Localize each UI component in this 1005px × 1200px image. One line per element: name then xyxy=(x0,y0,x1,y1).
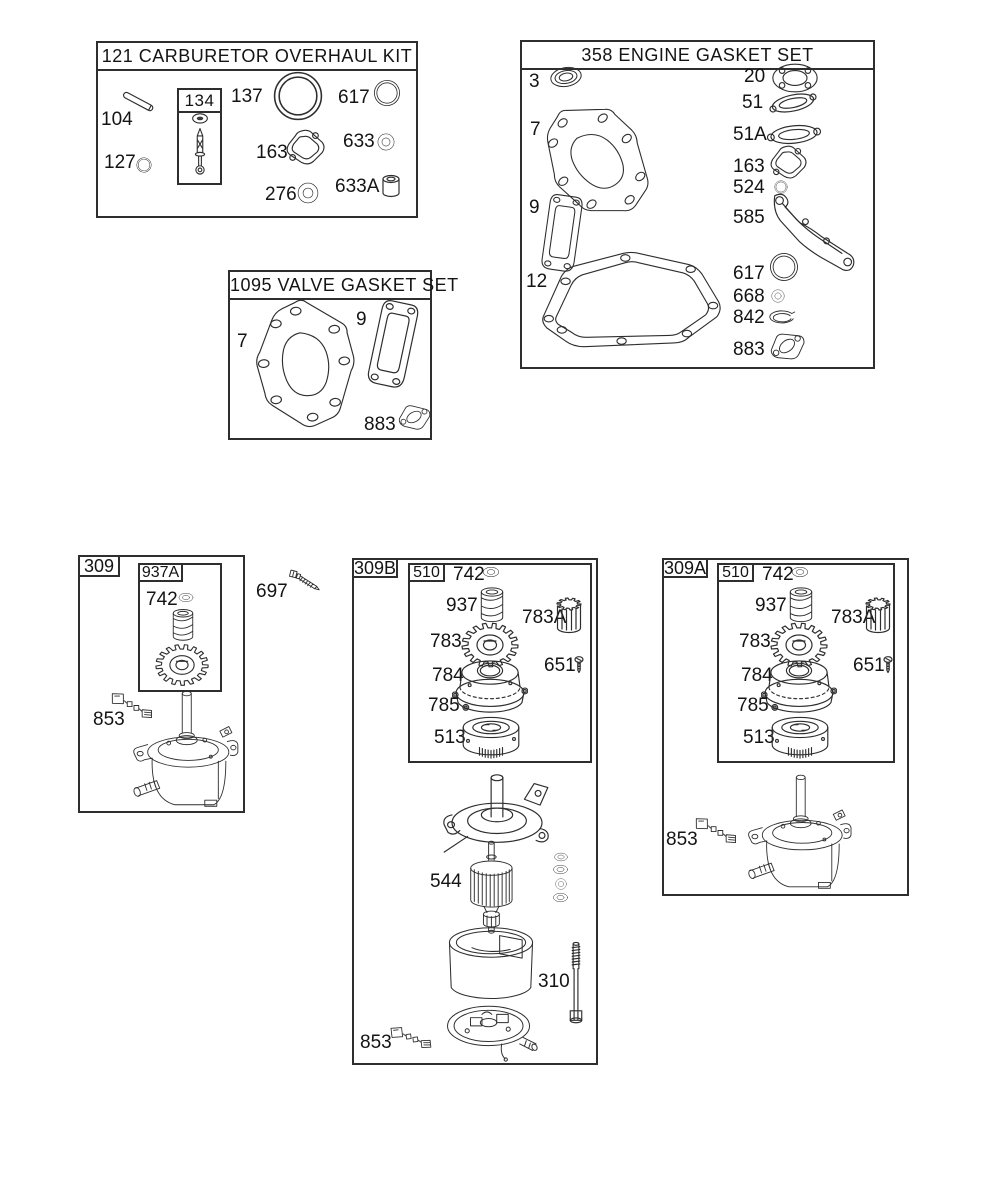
part-label-12: 12 xyxy=(526,271,548,292)
part-label-742-309b: 742 xyxy=(453,564,485,585)
part-label-163-carb: 163 xyxy=(256,142,288,163)
part-label-9-engine: 9 xyxy=(529,197,540,218)
part-label-937-309a: 937 xyxy=(755,595,787,616)
part-label-617-carb: 617 xyxy=(338,87,370,108)
bushing-633a-drawing xyxy=(381,174,401,198)
part-label-127: 127 xyxy=(104,152,136,173)
subbox-label-134: 134 xyxy=(179,90,220,113)
part-label-163-engine: 163 xyxy=(733,156,765,177)
washer-742-b-drawing xyxy=(482,566,500,578)
part-label-585: 585 xyxy=(733,207,765,228)
carburetor-kit-title: 121 CARBURETOR OVERHAUL KIT xyxy=(98,43,416,71)
washer-stack-4 xyxy=(552,892,569,903)
clutch-784-785-a-drawing xyxy=(761,658,837,720)
carb-gasket-163-drawing xyxy=(768,144,808,180)
part-label-742-309a: 742 xyxy=(762,564,794,585)
part-label-544: 544 xyxy=(430,871,462,892)
part-label-742-309: 742 xyxy=(146,589,178,610)
part-label-3: 3 xyxy=(529,71,540,92)
part-label-633: 633 xyxy=(343,131,375,152)
drum-513-a-drawing xyxy=(769,716,831,762)
bowl-gasket-drawing xyxy=(261,70,335,122)
valve-gasket-title: 1095 VALVE GASKET SET xyxy=(230,272,430,300)
part-label-276: 276 xyxy=(265,184,297,205)
part-label-104: 104 xyxy=(101,109,133,130)
ring-276-drawing xyxy=(297,182,319,204)
subbox-label-510-a: 510 xyxy=(717,563,754,582)
starter-motor-a-drawing xyxy=(730,770,870,892)
helical-drive-drawing xyxy=(170,608,196,644)
part-label-783a-309a: 783A xyxy=(831,607,876,628)
box-label-309b: 309B xyxy=(353,557,397,578)
part-label-7-valve: 7 xyxy=(237,331,248,352)
part-label-783a-309b: 783A xyxy=(522,607,567,628)
subbox-label-937a: 937A xyxy=(138,563,183,582)
needle-and-seat-drawing xyxy=(186,112,214,180)
part-label-783-309a: 783 xyxy=(739,631,771,652)
part-label-633a: 633A xyxy=(335,176,380,197)
part-label-651-309a: 651 xyxy=(853,655,885,676)
washer-stack-2 xyxy=(552,864,569,875)
part-label-697: 697 xyxy=(256,581,288,602)
part-label-513-309b: 513 xyxy=(434,727,466,748)
part-label-651-309b: 651 xyxy=(544,655,576,676)
pinion-783a-a-drawing xyxy=(864,594,892,636)
carb-gasket-drawing xyxy=(284,128,326,166)
starter-gear-drawing xyxy=(154,642,210,688)
part-label-785-309a: 785 xyxy=(737,695,769,716)
part-label-883-valve: 883 xyxy=(364,414,396,435)
screw-651-a-drawing xyxy=(883,656,893,674)
part-label-668: 668 xyxy=(733,286,765,307)
part-label-9-valve: 9 xyxy=(356,309,367,330)
starter-motor-drawing xyxy=(118,686,254,810)
screw-651-b-drawing xyxy=(574,656,584,674)
motor-housing-drawing xyxy=(446,922,536,1008)
washer-633-drawing xyxy=(377,133,395,151)
part-label-51: 51 xyxy=(742,92,764,113)
washer-stack-3 xyxy=(554,878,568,890)
part-label-853-309a: 853 xyxy=(666,829,698,850)
drum-513-b-drawing xyxy=(460,716,522,762)
subbox-label-510-b: 510 xyxy=(408,563,445,582)
pinion-783a-b-drawing xyxy=(555,594,583,636)
part-label-783-309b: 783 xyxy=(430,631,462,652)
part-label-20: 20 xyxy=(744,66,766,87)
washer-742-a-drawing xyxy=(791,566,809,578)
part-label-785-309b: 785 xyxy=(428,695,460,716)
washer-668-drawing xyxy=(771,289,785,303)
washer-stack-1 xyxy=(553,852,569,862)
part-label-51a: 51A xyxy=(733,124,767,145)
part-label-7-engine: 7 xyxy=(530,119,541,140)
exhaust-gasket-valve-drawing xyxy=(392,397,435,437)
part-label-784-309b: 784 xyxy=(432,665,464,686)
clutch-784-785-b-drawing xyxy=(452,658,528,720)
sump-gasket-drawing xyxy=(530,244,730,356)
part-label-513-309a: 513 xyxy=(743,727,775,748)
part-label-784-309a: 784 xyxy=(741,665,773,686)
part-label-617-engine: 617 xyxy=(733,263,765,284)
part-label-310: 310 xyxy=(538,971,570,992)
part-label-524: 524 xyxy=(733,177,765,198)
screw-697-drawing xyxy=(283,562,327,599)
box-label-309: 309 xyxy=(78,555,120,577)
part-label-137: 137 xyxy=(231,86,263,107)
gasket-51-drawing xyxy=(768,90,818,116)
head-gasket-valve-drawing xyxy=(245,291,366,436)
part-label-853-309b: 853 xyxy=(360,1032,392,1053)
brush-plate-drawing xyxy=(436,998,546,1062)
part-label-937-309b: 937 xyxy=(446,595,478,616)
part-label-842: 842 xyxy=(733,307,765,328)
box-label-309a: 309A xyxy=(663,557,707,578)
washer-742-drawing xyxy=(178,592,194,603)
bolt-310-drawing xyxy=(567,940,585,1028)
part-label-853-309: 853 xyxy=(93,709,125,730)
engine-gasket-title: 358 ENGINE GASKET SET xyxy=(522,42,873,70)
part-label-883-engine: 883 xyxy=(733,339,765,360)
